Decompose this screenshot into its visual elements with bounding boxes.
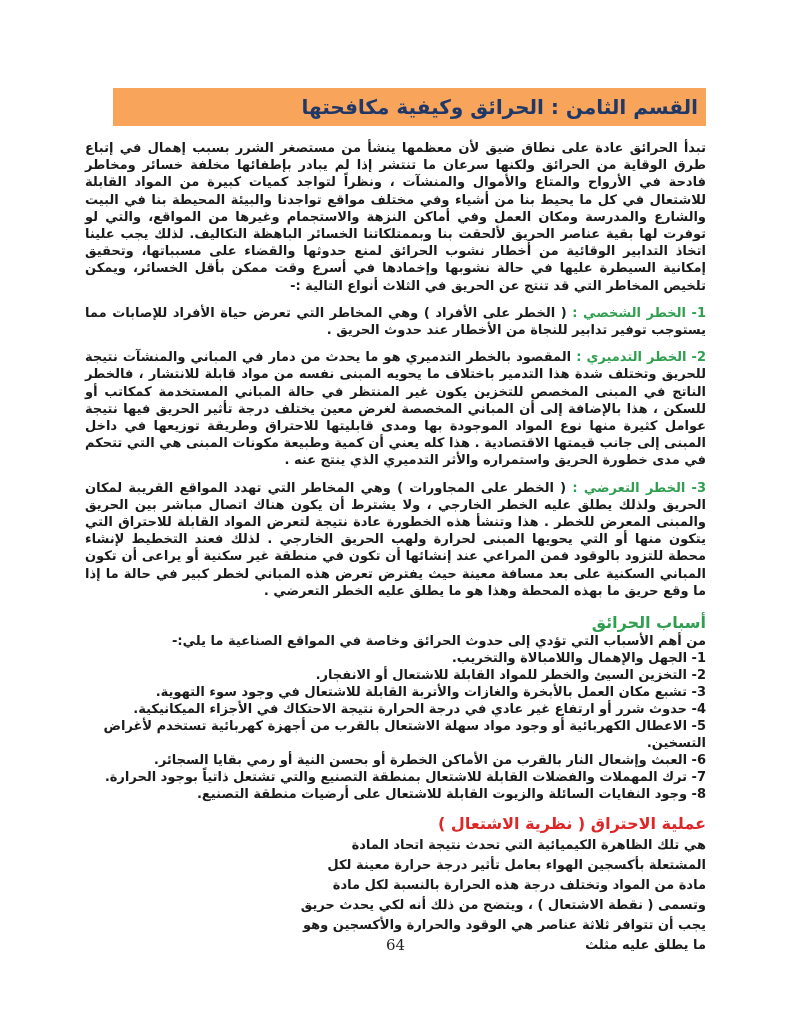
- page-title: القسم الثامن : الحرائق وكيفية مكافحتها: [301, 95, 698, 119]
- causes-list: [85, 650, 706, 803]
- hazard-text-destructive: المقصود بالخطر التدميري هو ما يحدث من دمار في المباني والمنشآت نتيجة للحريق وتختلف شدة هذا التدمير باختلاف ما يحويه المبنى نفسه من مواد قابلة للانتشار ، فالخطر الناتج في المبنى المخصص للتخزين يكون غير المنتظر في حالة المباني المستخدمة كمكاتب أو للسكن ، هذا بالإضافة إلى أن المباني المخصصة لغرض معين يختلف درجة تأثير الحريق فيها نتيجة عوامل كثيرة منها نوع المواد الموجودة بها ومدى قابليتها للاحتراق وطريقة توزيعها في داخل المبنى إلى جانب قيمتها الاقتصادية . هذا كله يعني أن كمية وطبيعة مكونات المبنى هي التي تتحكم في مدى خطورة الحريق واستمراره والأثر التدميري الذي ينتج عنه .: [85, 350, 706, 469]
- hazard-text-exposure: ( الخطر على المجاورات ) وهي المخاطر التي تهدد المواقع القريبة لمكان الحريق ولذلك يطلق عليه الخطر الخارجي ، ولا يشترط أن يكون هناك اتصال مباشر بين الحريق والمبنى المعرض للخطر . هذا وتنشأ هذه الخطورة عادة نتيجة لتعرض المواد القابلة للاحتراق التي يتكون منها أو التي يحويها المبنى لحرارة ولهب الحريق الخارجي . لذلك فعند التخطيط لإنشاء محطة للتزود بالوقود فمن المراعي عند إنشائها أن تكون في منطقة غير سكنية أو يراعى أن تكون المباني السكنية على بعد مسافة معينة حيث يفترض تعرض هذه المباني لخطر كبير في حالة ما إذا ما وقع حريق ما بهذه المحطة وهذا هو ما يطلق عليه الخطر التعرضي .: [85, 480, 706, 599]
- cause-list-item: 6- العبث وإشعال النار بالقرب من الأماكن الخطرة أو بحسن النية أو رمي بقايا السجائر.: [153, 753, 706, 769]
- hazard-title-personal: 1- الخطر الشخصي :: [572, 305, 706, 321]
- combustion-paragraph: هي تلك الظاهرة الكيميائية التي تحدث نتيجة اتحاد المادة المشتعلة بأكسجين الهواء بعامل تأثير درجة حرارة معينة لكل مادة من المواد وتختلف درجة هذه الحرارة بالنسبة لكل مادة وتسمى ( نقطة الاشتعال ) ، ويتضح من ذلك أنه لكي يحدث حريق يجب أن تتوافر ثلاثة عناصر هي الوقود والحرارة والأكسجين وهو ما يطلق عليه مثلث: [300, 838, 706, 954]
- cause-list-item: 8- وجود النفايات السائلة والزيوت القابلة للاشتعال على أرضيات منطقة التصنيع.: [196, 787, 706, 803]
- causes-heading: أسباب الحرائق: [591, 613, 706, 633]
- hazard-title-exposure: 3- الخطر التعرضي :: [572, 480, 706, 496]
- hazard-section-destructive: [85, 349, 706, 469]
- causes-intro: من أهم الأسباب التي تؤدي إلى حدوث الحرائق وخاصة في المواقع الصناعية ما يلي:-: [172, 634, 706, 650]
- hazard-title-destructive: 2- الخطر التدميري :: [576, 350, 706, 366]
- hazard-text-personal: ( الخطر على الأفراد ) وهي المخاطر التي تعرض حياة الأفراد للإصابات مما يستوجب توفير تدابير للنجاة من الأخطار عند حدوث الحريق .: [85, 305, 706, 339]
- hazard-section-exposure: [85, 480, 706, 600]
- section-header-banner: [113, 88, 706, 126]
- cause-list-item: 5- الاعطال الكهربائية أو وجود مواد سهلة الاشتعال بالقرب من أجهزة كهربائية تستخدم لأغراض التسخين.: [103, 719, 706, 752]
- cause-list-item: 4- حدوث شرر أو ارتفاع غير عادي في درجة الحرارة نتيجة الاحتكاك في الأجزاء الميكانيكية.: [133, 702, 706, 718]
- page-number: 64: [385, 936, 406, 954]
- intro-paragraph: تبدأ الحرائق عادة على نطاق ضيق لأن معظمها ينشأ من مستصغر الشرر بسبب إهمال في إتباع طرق الوقاية من الحرائق ولكنها سرعان ما تنتشر إذا لم يبادر بإطفائها مخلفة خسائر ومخاطر فادحة في الأرواح والمتاع والأموال والمنشآت ، ونظراً لتواجد كميات كبيرة من المواد القابلة للاشتعال في كل ما يحيط بنا من أشياء وفي مختلف مواقع تواجدنا والبيئة المحيطة بنا في البيت والشارع والمدرسة ومكان العمل وفي أماكن النزهة والاستجمام وغيرها من المواقع، والتي لو توفرت لها بقية عناصر الحريق لألحقت بنا وبممتلكاتنا الخسائر الباهظة التكاليف. لذلك يجب علينا اتخاذ التدابير الوقائية من أخطار نشوب الحرائق لمنع حدوثها والقضاء على مسبباتها، وتحقيق إمكانية السيطرة عليها في حالة نشوبها وإخمادها في أسرع وقت ممكن بأقل الخسائر، ويمكن تلخيص المخاطر التي قد تنتج عن الحريق في الثلاث أنواع التالية :-: [85, 141, 706, 294]
- combustion-heading: عملية الاحتراق ( نظرية الاشتعال ): [438, 814, 706, 834]
- hazard-section-personal: [85, 305, 706, 339]
- cause-list-item: 7- ترك المهملات والفضلات القابلة للاشتعال بمنطقة التصنيع والتي تشتعل ذاتياً بوجود الحرارة.: [104, 770, 706, 786]
- cause-list-item: 3- تشبع مكان العمل بالأبخرة والغازات والأتربة القابلة للاشتعال في وجود سوء التهوية.: [155, 685, 706, 701]
- cause-list-item: 2- التخزين السيئ والخطر للمواد القابلة للاشتعال أو الانفجار.: [315, 668, 706, 684]
- page-content: [85, 0, 706, 956]
- cause-list-item: 1- الجهل والإهمال واللامبالاة والتخريب.: [451, 651, 706, 667]
